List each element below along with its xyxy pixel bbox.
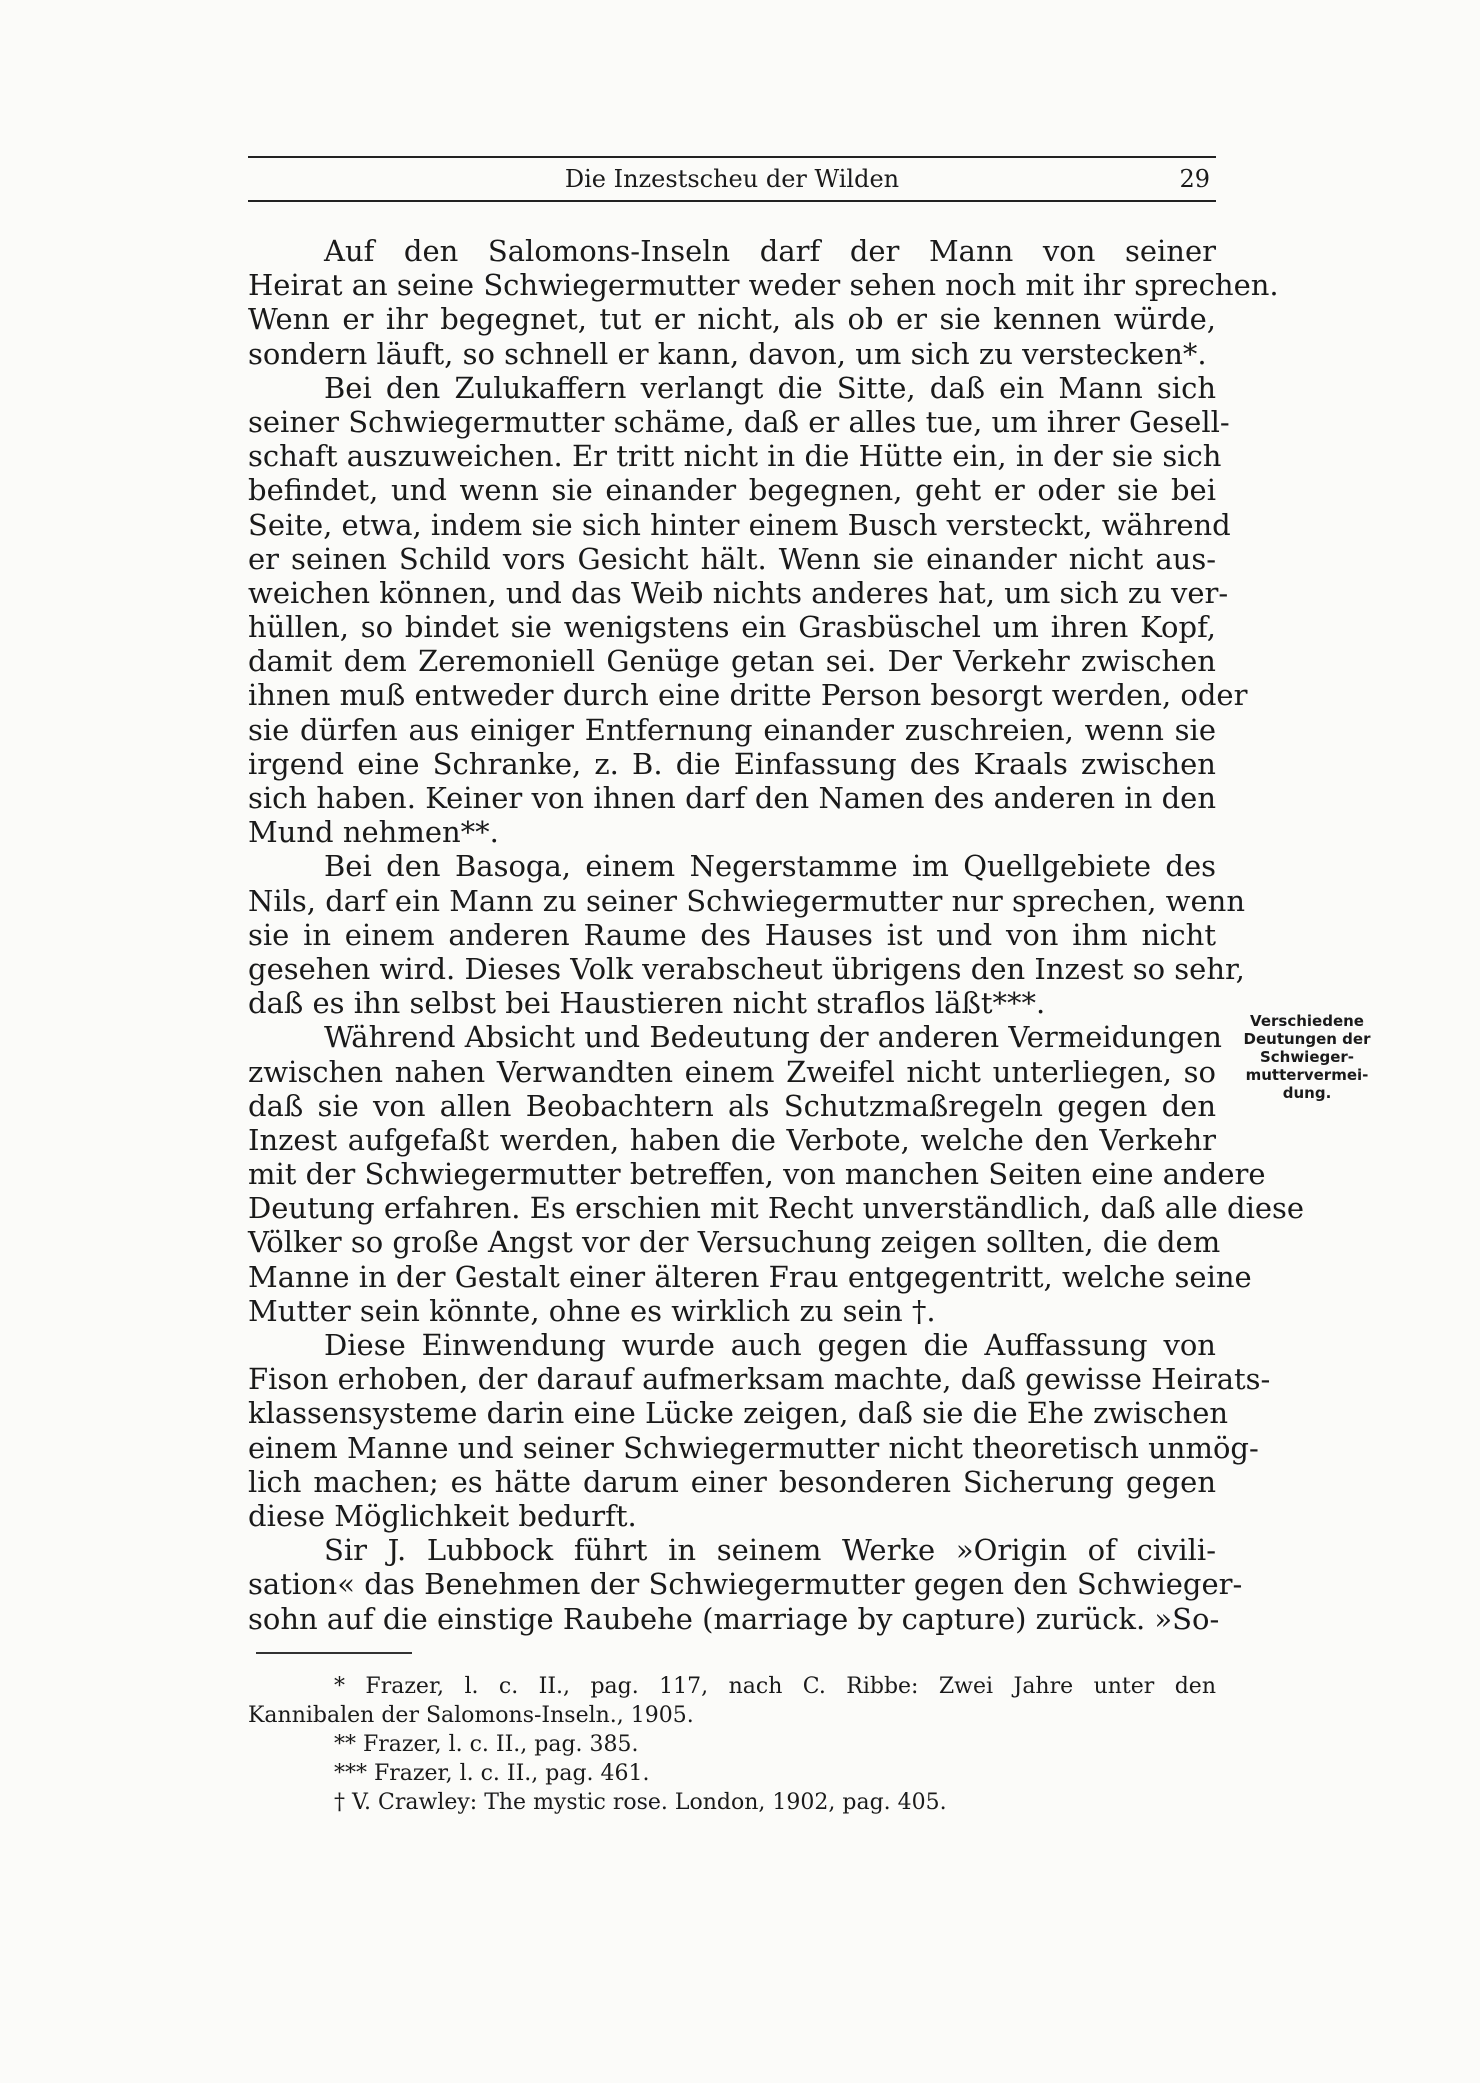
text-line: Während Absicht und Bedeutung der anderen Vermeidungen bbox=[324, 1020, 1222, 1055]
text-line: hüllen, so bindet sie wenigstens ein Grasbüschel um ihren Kopf, bbox=[248, 610, 1216, 645]
text-line: Bei den Basoga, einem Negerstamme im Quellgebiete des bbox=[324, 849, 1216, 884]
text-line: befindet, und wenn sie einander begegnen, geht er oder sie bei bbox=[248, 473, 1216, 508]
text-line: Mutter sein könnte, ohne es wirklich zu sein †. bbox=[248, 1293, 936, 1328]
running-head bbox=[248, 162, 1216, 196]
footnote-line: *** Frazer, l. c. II., pag. 461. bbox=[334, 1761, 650, 1786]
text-line: sohn auf die einstige Raubehe (marriage by capture) zurück. »So- bbox=[248, 1601, 1220, 1636]
margin-note-line: Schwieger- bbox=[1259, 1048, 1355, 1066]
text-line: Inzest aufgefaßt werden, haben die Verbote, welche den Verkehr bbox=[248, 1122, 1216, 1157]
footnote-line: * Frazer, l. c. II., pag. 117, nach C. Ribbe: Zwei Jahre unter den bbox=[334, 1674, 1216, 1699]
footnote-rule bbox=[256, 1652, 412, 1654]
text-line: sie dürfen aus einiger Entfernung einander zuschreien, wenn sie bbox=[248, 712, 1216, 747]
text-line: Nils, darf ein Mann zu seiner Schwiegermutter nur sprechen, wenn bbox=[248, 883, 1246, 918]
text-line: einem Manne und seiner Schwiegermutter nicht theoretisch unmög- bbox=[248, 1430, 1259, 1465]
margin-note-line: muttervermei- bbox=[1245, 1066, 1369, 1084]
text-line: Deutung erfahren. Es erschien mit Recht unverständlich, daß alle diese bbox=[248, 1191, 1305, 1226]
text-line: seiner Schwiegermutter schäme, daß er alles tue, um ihrer Gesell- bbox=[248, 404, 1230, 439]
margin-note bbox=[1226, 1012, 1388, 1102]
text-line: gesehen wird. Dieses Volk verabscheut übrigens den Inzest so sehr, bbox=[248, 951, 1245, 986]
body-text bbox=[248, 234, 1305, 1636]
text-line: diese Möglichkeit bedurft. bbox=[248, 1498, 637, 1533]
text-line: schaft auszuweichen. Er tritt nicht in die Hütte ein, in der sie sich bbox=[248, 439, 1222, 474]
text-line: Wenn er ihr begegnet, tut er nicht, als ob er sie kennen würde, bbox=[248, 302, 1216, 337]
text-line: daß es ihn selbst bei Haustieren nicht straflos läßt***. bbox=[248, 986, 1046, 1021]
text-line: Mund nehmen**. bbox=[248, 815, 499, 850]
text-line: sich haben. Keiner von ihnen darf den Namen des anderen in den bbox=[248, 781, 1216, 815]
text-line: zwischen nahen Verwandten einem Zweifel nicht unterliegen, so bbox=[248, 1054, 1216, 1089]
text-line: Auf den Salomons-Inseln darf der Mann von seiner bbox=[324, 234, 1216, 268]
footnote-line: † V. Crawley: The mystic rose. London, 1902, pag. 405. bbox=[334, 1790, 947, 1815]
footnotes bbox=[248, 1672, 1216, 1817]
text-line: Fison erhoben, der darauf aufmerksam machte, daß gewisse Heirats- bbox=[248, 1362, 1271, 1397]
text-line: Bei den Zulukaffern verlangt die Sitte, daß ein Mann sich bbox=[324, 370, 1216, 405]
text-line: er seinen Schild vors Gesicht hält. Wenn sie einander nicht aus- bbox=[248, 541, 1216, 576]
margin-note-line: Deutungen der bbox=[1243, 1030, 1371, 1048]
text-line: sation« das Benehmen der Schwiegermutter gegen den Schwieger- bbox=[248, 1567, 1243, 1602]
running-title: Die Inzestscheu der Wilden bbox=[564, 165, 900, 193]
footnote-line: Kannibalen der Salomons-Inseln., 1905. bbox=[248, 1703, 694, 1728]
text-line: Seite, etwa, indem sie sich hinter einem Busch versteckt, während bbox=[248, 507, 1231, 542]
header-top-rule bbox=[248, 156, 1216, 158]
margin-note-line: dung. bbox=[1282, 1084, 1332, 1102]
margin-note-line: Verschiedene bbox=[1250, 1012, 1364, 1030]
text-line: Völker so große Angst vor der Versuchung zeigen sollten, die dem bbox=[248, 1225, 1221, 1260]
text-line: sie in einem anderen Raume des Hauses ist und von ihm nicht bbox=[248, 917, 1216, 952]
text-line: Heirat an seine Schwiegermutter weder sehen noch mit ihr sprechen. bbox=[248, 268, 1279, 303]
text-line: Diese Einwendung wurde auch gegen die Auffassung von bbox=[324, 1328, 1216, 1362]
text-line: weichen können, und das Weib nichts anderes hat, um sich zu ver- bbox=[248, 575, 1229, 610]
text-line: Sir J. Lubbock führt in seinem Werke »Origin of civili- bbox=[324, 1533, 1216, 1568]
header-bottom-rule bbox=[248, 200, 1216, 202]
text-line: mit der Schwiegermutter betreffen, von manchen Seiten eine andere bbox=[248, 1157, 1266, 1192]
text-line: irgend eine Schranke, z. B. die Einfassung des Kraals zwischen bbox=[248, 746, 1216, 781]
text-line: damit dem Zeremoniell Genüge getan sei. Der Verkehr zwischen bbox=[248, 644, 1216, 679]
text-line: klassensysteme darin eine Lücke zeigen, daß sie die Ehe zwischen bbox=[248, 1396, 1229, 1431]
page-number: 29 bbox=[1179, 165, 1210, 193]
footnote-line: ** Frazer, l. c. II., pag. 385. bbox=[334, 1732, 639, 1757]
text-line: sondern läuft, so schnell er kann, davon, um sich zu verstecken*. bbox=[248, 336, 1207, 371]
text-line: lich machen; es hätte darum einer besonderen Sicherung gegen bbox=[248, 1464, 1216, 1499]
text-line: Manne in der Gestalt einer älteren Frau entgegentritt, welche seine bbox=[248, 1259, 1252, 1294]
text-line: daß sie von allen Beobachtern als Schutzmaßregeln gegen den bbox=[248, 1088, 1216, 1123]
text-line: ihnen muß entweder durch eine dritte Person besorgt werden, oder bbox=[248, 678, 1248, 713]
